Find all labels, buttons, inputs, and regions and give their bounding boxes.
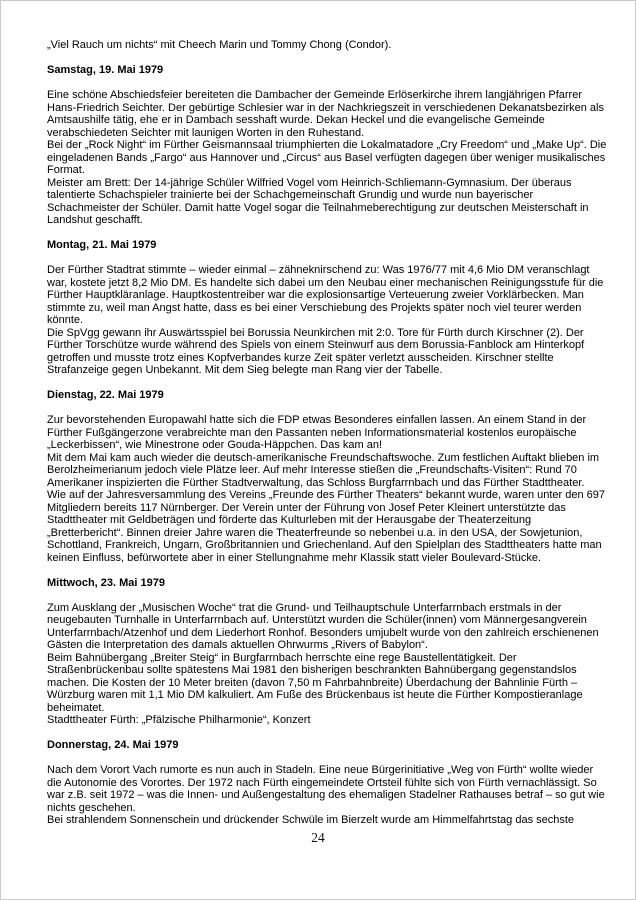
text-line: Stadttheater mit Geldbeträgen und förderte das Kulturleben mit der Herausgabe der Theaterzeitung xyxy=(47,514,532,526)
text-line: Format. xyxy=(47,164,85,176)
text-line: Stadttheater Fürth: „Pfälzische Philharmonie“, Konzert xyxy=(47,714,311,726)
text-line: „Leckerbissen“, wie Minestrone oder Gouda-Häppchen. Das kam an! xyxy=(47,439,383,451)
paragraph xyxy=(47,764,605,814)
intro-line: „Viel Rauch um nichts“ mit Cheech Marin und Tommy Chong (Condor). xyxy=(47,39,392,51)
paragraph xyxy=(47,177,593,227)
text-line: Fürther Hauptkläranlage. Hauptkostentreiber war die explosionsartige Verteuerung zweier Vorklärbecken. Man xyxy=(47,289,584,301)
text-line: neugebauten Turnhalle in Unterfarrnbach auf. Unterstützt wurden die Schüler(innen) vom Männergesangverein xyxy=(47,614,587,626)
page-number: 24 xyxy=(311,830,325,845)
text-line: beheimatet. xyxy=(47,701,105,714)
text-line: Mit dem Mai kam auch wieder die deutsch-amerikanische Freundschaftswoche. Zum festlichen Auftakt blieben im xyxy=(47,451,600,464)
section-heading: Samstag, 19. Mai 1979 xyxy=(47,64,164,76)
text-line: Berolzheimerianum jedoch viele Plätze leer. Auf mehr Interesse stießen die „Freundschafts-Visiten“: Rund 70 xyxy=(47,464,577,476)
paragraph xyxy=(47,652,593,715)
paragraph xyxy=(47,814,593,827)
text-line: Hans-Friedrich Seichter. Der gebürtige Schlesier war in der Nachkriegszeit in verschiedenen Dekanatsbezirken als xyxy=(47,101,604,114)
paragraph xyxy=(47,601,599,652)
text-line: Amtsaushilfe tätig, ehe er in Dambach sesshaft wurde. Dekan Heckel und die evangelische Gemeinde xyxy=(47,114,545,126)
section-heading: Mittwoch, 23. Mai 1979 xyxy=(47,576,165,589)
text-line: Bei strahlendem Sonnenschein und drückender Schwüle im Bierzelt wurde am Himmelfahrtstag das sechste xyxy=(47,814,575,826)
paragraph xyxy=(47,451,600,490)
text-line: Beim Bahnübergang „Breiter Steig“ in Burgfarrnbach herrschte eine rege Baustellentätigkeit. Der xyxy=(47,651,517,664)
section-heading: Montag, 21. Mai 1979 xyxy=(47,239,157,251)
text-line: Die SpVgg gewann ihr Auswärtsspiel bei Borussia Neunkirchen mit 2:0. Tore für Fürth durch Kirschner (2). Der xyxy=(47,326,584,339)
text-line: Schachmeister der Schüler. Damit hatte Vogel sogar die Teilnahmeberechtigung zur deutschen Meisterschaft in xyxy=(47,201,589,214)
text-line: Landshut geschafft. xyxy=(47,214,143,226)
text-line: keinen Einfluss, befürwortete aber in einer Stellungnahme mehr Klassik statt vieler Boulevard-Stücke. xyxy=(47,551,542,564)
paragraph xyxy=(47,489,606,564)
text-line: Schottland, Frankreich, Ungarn, Großbritannien und Griechenland. Auf den Spielplan des Stadttheaters hatte man xyxy=(47,539,602,551)
text-line: Strafanzeige gegen Unbekannt. Mit dem Sieg belegte man Rang vier der Tabelle. xyxy=(47,364,443,376)
text-line: Straßenbrückenbau sollte spätestens Mai 1981 den bisherigen beschrankten Bahnübergang gegenstandslos xyxy=(47,664,577,676)
text-line: war z.B. seit 1972 – was die Innen- und Außengestaltung des ehemaligen Stadelner Rathauses betraf – so gut wie xyxy=(47,789,605,801)
paragraph xyxy=(47,139,607,177)
text-line: Bei der „Rock Night“ im Fürther Geismannsaal triumphierten die Lokalmatadore „Cry Freedom“ und „Make Up“. Die xyxy=(47,139,607,151)
text-line: Fürther Torschütze wurde während des Spiels von einem Steinwurf aus dem Borussia-Fanblock am Hinterkopf xyxy=(47,339,585,351)
paragraph xyxy=(47,264,604,327)
section-heading: Dienstag, 22. Mai 1979 xyxy=(47,389,164,401)
text-line: war, kostete jetzt 8,2 Mio DM. Es handelte sich dabei um den Neubau einer mechanischen Reinigungsstufe für die xyxy=(47,276,604,289)
text-line: könnte. xyxy=(47,314,84,326)
text-line: Unterfarrnbach/Atzenhof und dem Liederhort Ronhof. Besonders umjubelt wurde von den zahlreich erschienenen xyxy=(47,626,599,639)
text-line: Gästen die Interpretation des damals aktuellen Ohrwurms „Rivers of Babylon“. xyxy=(47,639,428,651)
text-line: verabschiedeten Seichter mit launigen Worten in den Ruhestand. xyxy=(47,126,365,139)
text-line: Würzburg waren mit 1,1 Mio DM kalkuliert. Am Fuße des Brückenbaus ist heute die Fürther Kompostieranlage xyxy=(47,689,583,701)
text-line: Eine schöne Abschiedsfeier bereiteten die Dambacher der Gemeinde Erlöserkirche ihrem langjährigen Pfarrer xyxy=(47,89,583,101)
text-line: Der Fürther Stadtrat stimmte – wieder einmal – zähneknirschend zu: Was 1976/77 mit 4,6 Mio DM veranschlagt xyxy=(47,264,590,276)
text-line: getroffen und musste trotz eines Kopfverbandes kurze Zeit später verletzt ausscheiden. Kirschner stellte xyxy=(47,351,554,364)
text-line: „Bretterbericht“. Binnen dreier Jahre waren die Theaterfreunde so nebenbei u.a. in den USA, der Sowjetunion, xyxy=(47,526,583,539)
text-line: stimmte zu, weil man Angst hatte, dass es bei einer Verschiebung des Projekts später noch viel teurer werden xyxy=(47,301,582,314)
text-line: Nach dem Vorort Vach rumorte es nun auch in Stadeln. Eine neue Bürgerinitiative „Weg von Fürth“ wollte wieder xyxy=(47,764,594,776)
text-line: Wie auf der Jahresversammlung des Vereins „Freunde des Fürther Theaters“ bekannt wurde, waren unter den 697 xyxy=(47,489,606,501)
text-line: Mitgliedern bereits 117 Nürnberger. Der Verein unter der Führung von Josef Peter Kleinert unterstützte das xyxy=(47,501,566,514)
paragraph xyxy=(47,89,604,139)
text-line: Fürther Fußgängerzone verabreichte man den Passanten neben Informationsmaterial kostenlos europäische xyxy=(47,426,577,439)
text-line: machen. Die Kosten der 10 Meter breiten (davon 7,50 m Fahrbahnbreite) Überdachung der Bahnlinie Fürth – xyxy=(47,676,578,689)
paragraph xyxy=(47,327,593,377)
paragraph xyxy=(47,414,593,452)
text-line: Zum Ausklang der „Musischen Woche“ trat die Grund- und Teilhauptschule Unterfarrnbach erstmals in der xyxy=(47,601,562,614)
section-heading: Donnerstag, 24. Mai 1979 xyxy=(47,739,179,751)
text-line: Meister am Brett: Der 14-jährige Schüler Wilfried Vogel vom Heinrich-Schliemann-Gymnasium. Der überaus xyxy=(47,176,572,189)
text-line: nichts geschehen. xyxy=(47,801,136,814)
sections-container xyxy=(47,64,607,827)
text-line: talentierte Schachspieler trainierte bei der Schachgemeinschaft Grundig und wurde nun bayerischer xyxy=(47,189,534,201)
text-line: eingeladenen Bands „Fargo“ aus Hannover und „Circus“ aus Basel verfügten dagegen über weniger musikalisches xyxy=(47,151,606,164)
text-line: Zur bevorstehenden Europawahl hatte sich die FDP etwas Besonderes einfallen lassen. An einem Stand in der xyxy=(47,414,587,426)
page-content xyxy=(47,39,607,827)
text-line: Amerikaner inspizierten die Fürther Stadtverwaltung, das Schloss Burgfarrnbach und das Fürther Stadttheater. xyxy=(47,476,585,489)
text-line: die Autonomie des Vorortes. Der 1972 nach Fürth eingemeindete Ortsteil fühlte sich von Fürth vernachlässigt. So xyxy=(47,776,597,789)
paragraph xyxy=(47,714,593,727)
